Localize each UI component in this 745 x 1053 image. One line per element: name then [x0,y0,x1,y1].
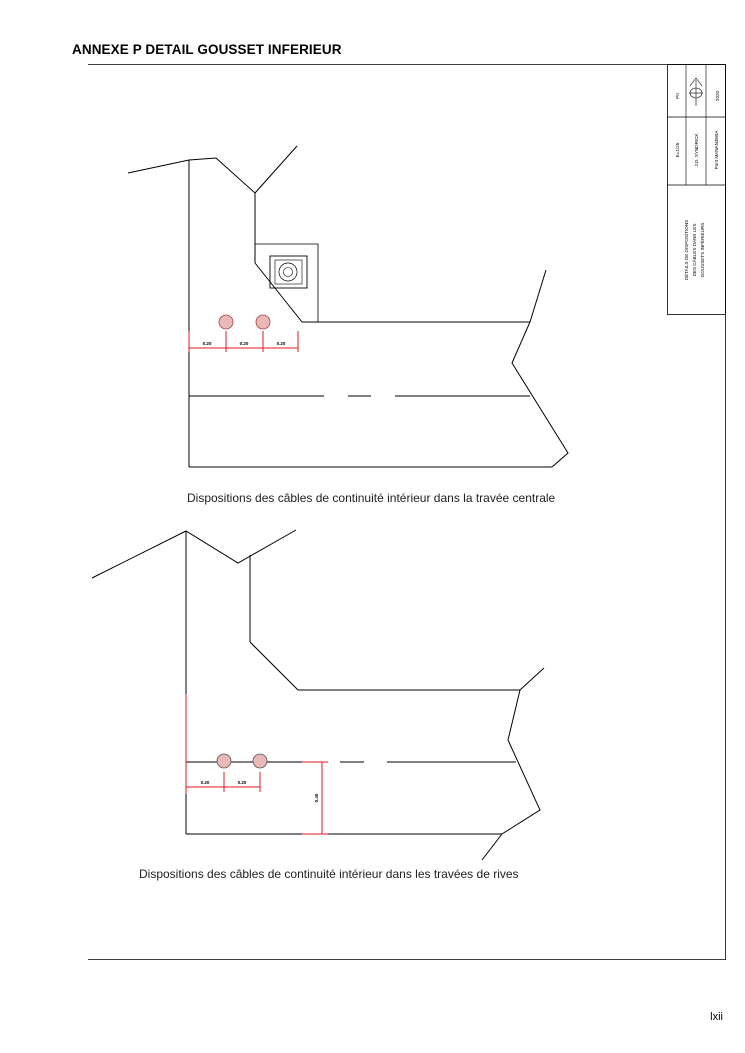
gusset-section-central-span [128,146,568,467]
cable-duct [217,754,231,768]
dimension-label: 0.20 [239,341,249,346]
compass-logo-icon [689,78,703,106]
cable-duct [219,315,233,329]
cartouche-drawing-title-3: GOUSSETS INFÉRIEURS [700,222,705,278]
cartouche-logo-label: PII [675,93,680,99]
figure-caption-end-spans: Dispositions des câbles de continuité intérieur dans les travées de rives [139,867,519,881]
page-number: lxii [710,1011,723,1023]
dimension-label: 0.20 [200,780,210,785]
cables-end-spans [217,754,267,768]
cable-duct [256,315,270,329]
dimension-label: 0.20 [276,341,286,346]
cartouche-author: J.D. SYNDRICK [694,133,699,167]
anchor-plate [270,256,307,288]
figure-caption-central-span: Dispositions des câbles de continuité intérieur dans la travée centrale [187,491,556,505]
cables-central-span [219,315,270,329]
cartouche-year: 2020 [715,90,720,102]
cartouche [668,65,726,315]
gusset-section-end-spans [92,530,544,860]
cartouche-drawing-title-1: DÉTAILS DE DISPOSITIONS [684,219,689,281]
dimension-label: 0.20 [237,780,247,785]
page-title: ANNEXE P DETAIL GOUSSET INFERIEUR [72,42,342,57]
cartouche-scale: E=1/25 [675,142,680,158]
dimension-label: 0.20 [202,341,212,346]
cartouche-project: Pont MANANJEBA [714,130,719,170]
cartouche-drawing-title-2: DES CÂBLES DANS LES [692,223,697,277]
cable-duct [253,754,267,768]
vertical-dimension-label: 0.40 [314,793,319,803]
